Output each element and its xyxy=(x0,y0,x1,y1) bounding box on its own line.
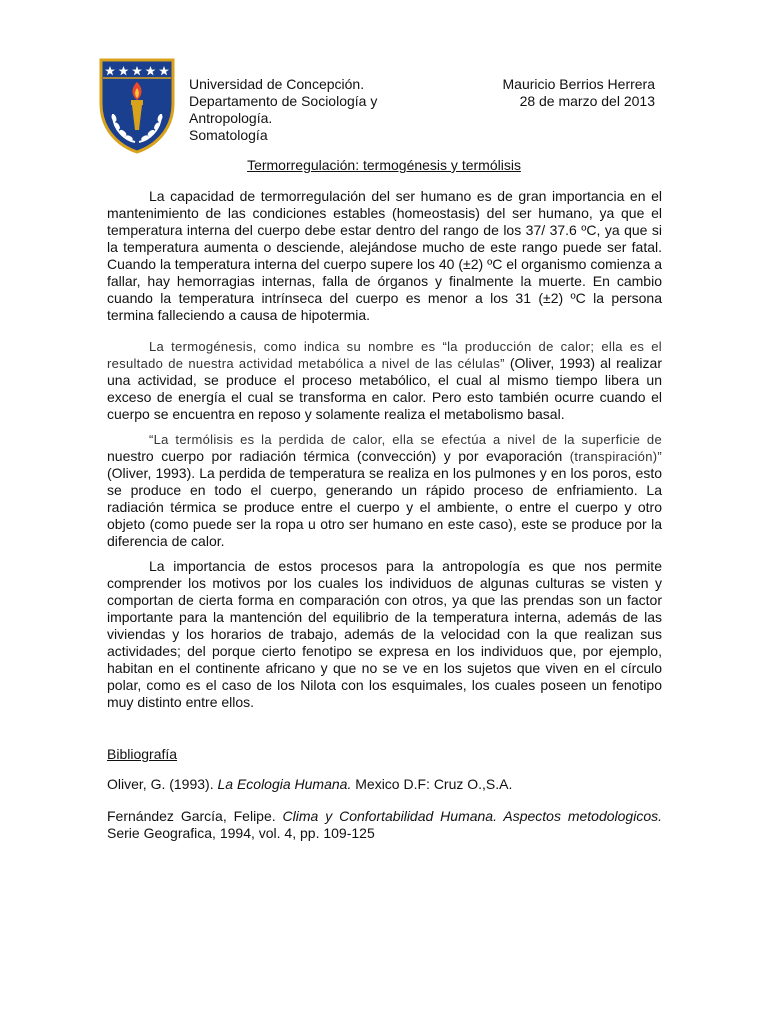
document-title: Termorregulación: termogénesis y termólisis xyxy=(247,157,521,173)
bibliography-entry xyxy=(107,808,662,842)
paragraph-2 xyxy=(107,338,662,423)
reference-title: La Ecologia Humana. xyxy=(217,776,352,792)
bibliography-entry xyxy=(107,776,662,793)
paragraph-text: La importancia de estos procesos para la antropología es que nos permite comprender los motivos por los cuales los individuos de algunas culturas se visten y comportan de cierta forma en comparación con otros, ya que las prendas son un factor importante para la mantención del equilibrio de la temperatura interna, además de las viviendas y los horarios de trabajo, además de la velocidad con la que realizan sus actividades; del porque cierto fenotipo se expresa en los individuos que, por ejemplo, habitan en el continente africano y que no se ve en los sujetos que viven en el círculo polar, como es el caso de los Nilota con los esquimales, los cuales poseen un fenotipo muy distinto entre ellos. xyxy=(107,558,662,710)
author-block xyxy=(503,76,655,110)
quote-text: La termogénesis, como indica su nombre es “la producción de calor; ella es el resultado de nuestra actividad metabólica a nivel de las células” xyxy=(107,339,662,371)
paragraph-text: nuestro cuerpo por radiación térmica (convección) y por evaporación xyxy=(107,448,570,464)
reference-title: Clima y Confortabilidad Humana. Aspectos metodologicos. xyxy=(282,808,663,824)
institution-line: Antropología. xyxy=(189,110,273,126)
reference-details: Serie Geografica, 1994, vol. 4, pp. 109-125 xyxy=(107,825,375,841)
document-date: 28 de marzo del 2013 xyxy=(519,93,655,109)
institution-block xyxy=(189,76,377,144)
bibliography-heading: Bibliografía xyxy=(107,746,178,762)
quote-text: “La termólisis es la perdida de calor, ella se efectúa a nivel de la superficie de xyxy=(149,432,662,447)
paragraph-3 xyxy=(107,431,662,550)
paragraph-text: (Oliver, 1993) al realizar una actividad, se produce el proceso metabólico, el cual al mismo tiempo libera un exceso de energía el cual se transforma en calor. Pero esto también ocurre cuando el cuerpo se encuentra en reposo y solamente realiza el metabolismo basal. xyxy=(107,355,662,422)
institution-line: Somatología xyxy=(189,127,268,143)
paragraph-text: La capacidad de termorregulación del ser humano es de gran importancia en el mantenimiento de las condiciones estables (homeostasis) del ser humano, ya que el temperatura interna del cuerpo debe estar dentro del rango de los 37/ 37.6 ºC, ya que si la temperatura aumenta o desciende, alejándose mucho de este rango puede ser fatal. Cuando la temperatura interna del cuerpo supere los 40 (±2) ºC el organismo comienza a fallar, hay hemorragias internas, falla de órganos y finalmente la muerte. En cambio cuando la temperatura intrínseca del cuerpo es menor a los 31 (±2) ºC la persona termina falleciendo a causa de hipotermia. xyxy=(107,188,662,323)
paragraph-4 xyxy=(107,558,662,711)
paragraph-1 xyxy=(107,188,662,324)
reference-details: Mexico D.F: Cruz O.,S.A. xyxy=(351,776,513,792)
quote-text: (transpiración)” xyxy=(569,449,662,464)
institution-line: Departamento de Sociología y xyxy=(189,93,378,109)
university-crest-icon xyxy=(99,58,175,154)
paragraph-text: (Oliver, 1993). La perdida de temperatura se realiza en los pulmones y en los poros, esto se produce en todo el cuerpo, generando un rápido proceso de enfriamiento. La radiación térmica se produce entre el cuerpo y el ambiente, o entre el cuerpo y otro objeto (como puede ser la ropa u otro ser humano en este caso), este se produce por la diferencia de calor. xyxy=(107,465,662,549)
author-name: Mauricio Berrios Herrera xyxy=(502,76,655,92)
reference-author: Fernández García, Felipe. xyxy=(107,808,283,824)
reference-author: Oliver, G. (1993). xyxy=(107,776,218,792)
institution-line: Universidad de Concepción. xyxy=(189,76,365,92)
